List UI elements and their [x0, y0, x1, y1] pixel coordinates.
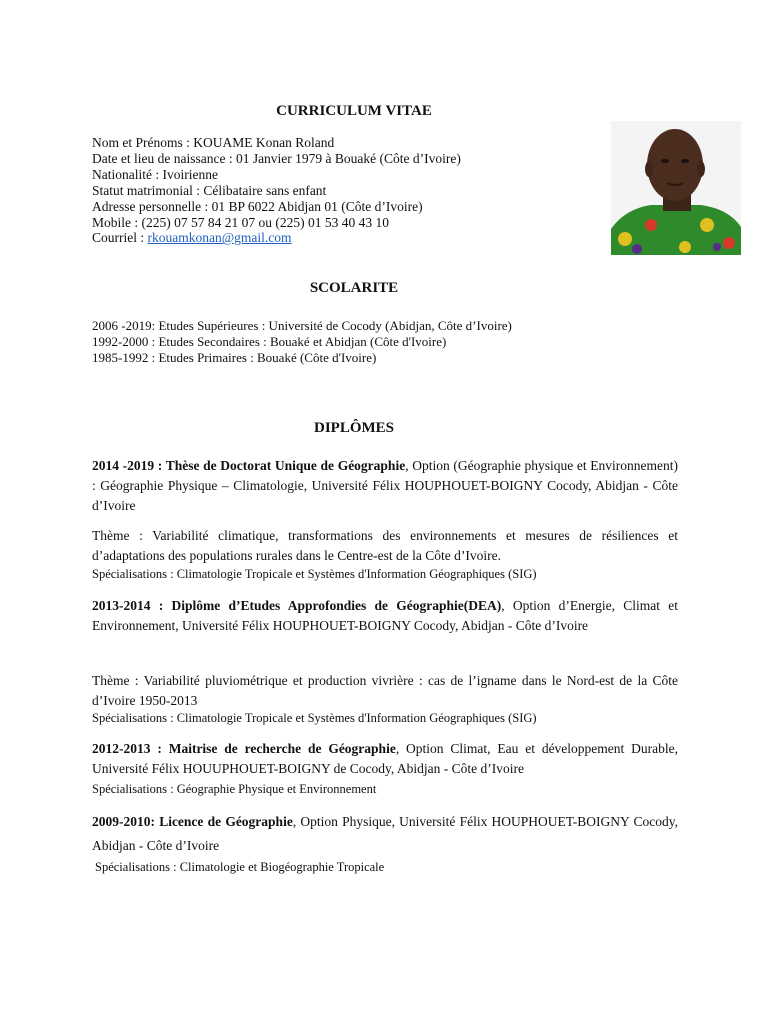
- email-label: Courriel :: [92, 230, 148, 246]
- section-title-diplomes: DIPLÔMES: [313, 420, 394, 436]
- diploma-1-theme: Thème : Variabilité climatique, transformations des environnements et mesures de résiliences et d’adaptations des populations rurales dans le Centre-est de la Côte d’Ivoire.: [92, 528, 678, 563]
- diploma-2-text: [92, 596, 678, 636]
- diploma-1-spec: Spécialisations : Climatologie Tropicale et Systèmes d'Information Géographiques (SIG): [92, 567, 537, 581]
- diploma-1-details: , Option (Géographie physique et Environnement) : Géographie Physique – Climatologie, Université Félix HOUPHOUET-BOIGNY Cocody, Abidjan - Côte d’Ivoire: [92, 458, 678, 513]
- portrait-image: [611, 121, 741, 255]
- email-link[interactable]: rkouamkonan@gmail.com: [147, 230, 292, 246]
- diploma-4-title: 2009-2010: Licence de Géographie: [92, 814, 293, 829]
- list-item: 2006 -2019: Etudes Supérieures : Université de Cocody (Abidjan, Côte d’Ivoire): [92, 318, 512, 333]
- page-title: CURRICULUM VITAE: [276, 103, 432, 119]
- personal-info: [92, 135, 602, 246]
- diploma-2-spec: Spécialisations : Climatologie Tropicale et Systèmes d'Information Géographiques (SIG): [92, 711, 537, 725]
- marital-line: Statut matrimonial : Célibataire sans enfant: [92, 182, 327, 198]
- mobile-line: Mobile : (225) 07 57 84 21 07 ou (225) 01 53 40 43 10: [92, 214, 389, 230]
- diploma-3-details: , Option Climat, Eau et développement Durable, Université Félix HOUUPHOUET-BOIGNY de Cocody, Abidjan - Côte d’Ivoire: [92, 741, 678, 776]
- list-item: 1992-2000 : Etudes Secondaires : Bouaké et Abidjan (Côte d'Ivoire): [92, 333, 447, 349]
- diploma-2-details: , Option d’Energie, Climat et Environnement, Université Félix HOUPHOUET-BOIGNY Cocody, Abidjan - Côte d’Ivoire: [92, 598, 678, 633]
- birth-line: Date et lieu de naissance : 01 Janvier 1979 à Bouaké (Côte d’Ivoire): [92, 150, 461, 166]
- diploma-4-text: [92, 810, 678, 858]
- scolarite-list: [92, 318, 692, 365]
- diploma-3-title: 2012-2013 : Maitrise de recherche de Géographie: [92, 741, 396, 756]
- list-item: 1985-1992 : Etudes Primaires : Bouaké (Côte d'Ivoire): [92, 349, 377, 365]
- diploma-2-theme: Thème : Variabilité pluviométrique et production vivrière : cas de l’igname dans le Nord-est de la Côte d’Ivoire 1950-2013: [92, 673, 678, 708]
- name-line: Nom et Prénoms : KOUAME Konan Roland: [92, 135, 335, 150]
- diploma-1-title: 2014 -2019 : Thèse de Doctorat Unique de Géographie: [92, 458, 406, 473]
- email-line: [92, 230, 602, 246]
- diploma-4-spec: Spécialisations : Climatologie et Biogéographie Tropicale: [95, 860, 385, 874]
- diploma-1-text: [92, 456, 678, 516]
- diploma-2-title: 2013-2014 : Diplôme d’Etudes Approfondies de Géographie(DEA): [92, 598, 502, 613]
- nationality-line: Nationalité : Ivoirienne: [92, 166, 218, 182]
- profile-photo: [611, 121, 741, 255]
- diploma-3-text: [92, 739, 678, 779]
- diploma-3-spec: Spécialisations : Géographie Physique et Environnement: [92, 782, 377, 796]
- section-title-scolarite: SCOLARITE: [309, 280, 399, 296]
- address-line: Adresse personnelle : 01 BP 6022 Abidjan 01 (Côte d’Ivoire): [92, 198, 423, 214]
- diploma-4-details: , Option Physique, Université Félix HOUPHOUET-BOIGNY Cocody, Abidjan - Côte d’Ivoire: [92, 814, 678, 853]
